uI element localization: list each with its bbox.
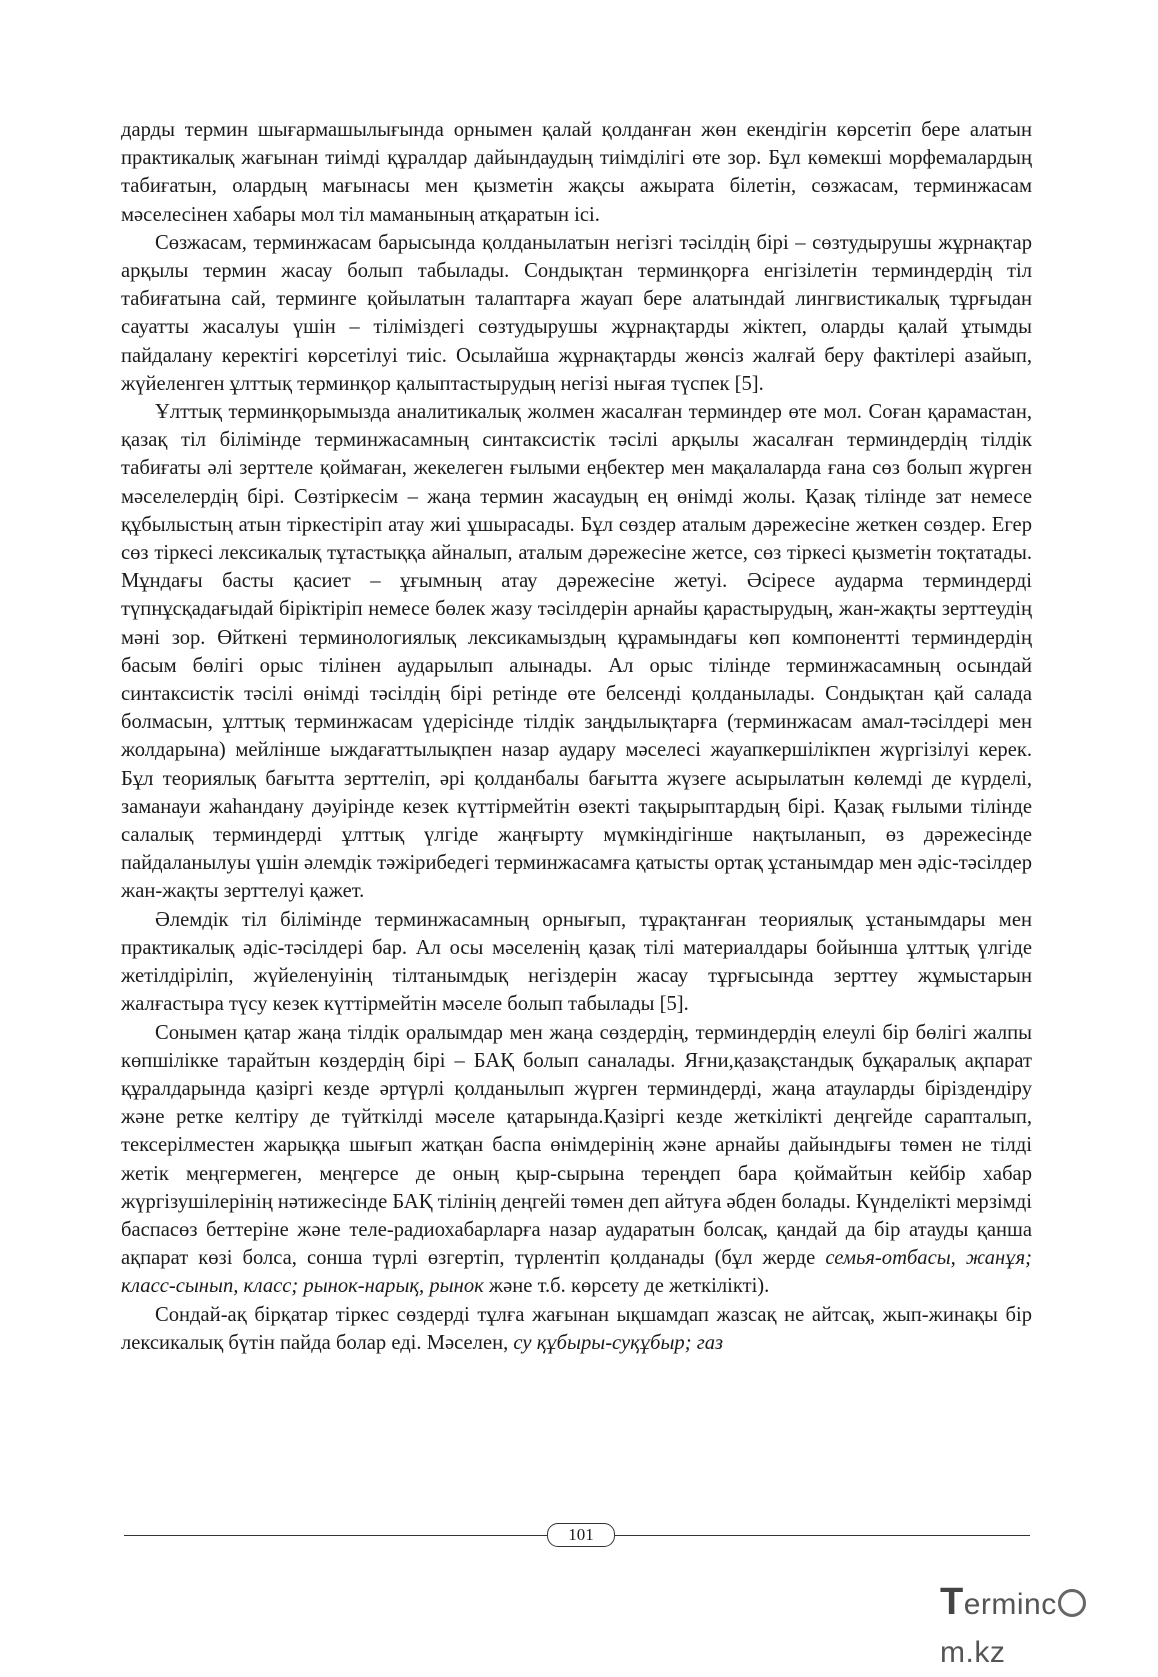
paragraph-5 [121, 1019, 1032, 1301]
watermark-o-icon [1058, 1589, 1086, 1617]
page-number: 101 [547, 1523, 615, 1547]
paragraph-5-italic-examples: семья-отбасы, жанұя; класс-сынып, класс; рынок-нарық, рынок [121, 1247, 1033, 1298]
paragraph-1: дарды термин шығармашылығында орнымен қалай қолданған жөн екендігін көрсетіп бере алатын практикалық жағынан тиімді құралдар дайындаудың тиімділігі өте зор. Бұл көмекші морфемалардың табиғатын, олардың мағынасы мен қызметін жақсы ажырата білетін, сөзжасам, терминжасам мәселесінен хабары мол тіл маманының атқаратын ісі. [121, 119, 1032, 226]
watermark-domain: m.kz [940, 1636, 1006, 1669]
paragraph-6 [121, 1301, 1032, 1357]
watermark-letter-t: T [940, 1581, 964, 1623]
paragraph-5-text: Сонымен қатар жаңа тілдік оралымдар мен жаңа сөздердің, терминдердің елеулі бір бөлігі жалпы көпшілікке тарайтын көздердің бірі – БАҚ болып саналады. Яғни,қазақстандық бұқаралық ақпарат құралдарында қазіргі кезде әртүрлі қолданылып жүрген терминдерді, жаңа атауларды біріздендіру және ретке келтіру де түйткілді мәселе қатарында.Қазіргі кезде жеткілікті деңгейде сарапталып, тексерілместен жарыққа шығып жатқан баспа өнімдерінің және арнайы дайындығы төмен не тілді жетік меңгермеген, меңгерсе де оның қыр-сырына тереңдеп бара қоймайтын кейбір хабар жүргізушілерінің нәтижесінде БАҚ тілінің деңгейі төмен деп айтуға әбден болады. Күнделікті мерзімді баспасөз беттеріне және теле-радиохабарларға назар аударатын болсақ, қандай да бір атауды қанша ақпарат көзі болса, сонша түрлі өзгертіп, түрлентіп қолданады (бұл жерде [121, 1021, 1033, 1270]
watermark-text: erminc [963, 1588, 1057, 1621]
termincom-watermark-logo [940, 1578, 1152, 1669]
article-body [121, 116, 1032, 1357]
paragraph-4: Әлемдік тіл білімінде терминжасамның орнығып, тұрақтанған теориялық ұстанымдары мен практикалық әдіс-тәсілдері бар. Ал осы мәселенің қазақ тілі материалдары бойынша ұлттық үлгіде жетілдіріліп, жүйеленуінің тілтанымдық негіздерін жасау тұрғысында зерттеу жұмыстарын жалғастыра түсу кезек күттірмейтін мәселе болып табылады [5]. [121, 908, 1032, 1016]
paragraph-2: Сөзжасам, терминжасам барысында қолданылатын негізгі тәсілдің бірі – сөзтудырушы жұрнақтар арқылы термин жасау болып табылады. Сондықтан терминқорға енгізілетін терминдердің тіл табиғатына сай, терминге қойылатын талаптарға жауап бере алатындай лингвистикалық тұрғыдан сауатты жасалуы үшін – тіліміздегі сөзтудырушы жұрнақтарды жіктеп, оларды қалай ұтымды пайдалану керектігі көрсетілуі тиіс. Осылайша жұрнақтарды жөнсіз жалғай беру фактілері азайып, жүйеленген ұлттық терминқор қалыптастырудың негізі нығая түспек [5]. [121, 231, 1032, 395]
paragraph-6-italic-examples: су құбыры-суқұбыр; газ [513, 1331, 724, 1354]
paragraph-5-text-end: және т.б. көрсету де жеткілікті). [483, 1275, 770, 1298]
paragraph-6-text: Сондай-ақ бірқатар тіркес сөздерді тұлға жағынан ықшамдап жазсақ не айтсақ, жып-жинақы бір лексикалық бүтін пайда болар еді. Мәселен, [121, 1303, 1032, 1354]
paragraph-3: Ұлттық терминқорымызда аналитикалық жолмен жасалған терминдер өте мол. Соған қарамастан, қазақ тіл білімінде терминжасамның синтаксистік тәсілі арқылы жасалған терминдердің тілдік табиғаты әлі зерттеле қоймаған, жекелеген ғылыми еңбектер мен мақалаларда ғана сөз болып жүрген мәселелердің бірі. Сөзтіркесім – жаңа термин жасаудың ең өнімді жолы. Қазақ тілінде зат немесе құбылыстың атын тіркестіріп атау жиі ұшырасады. Бұл сөздер аталым дәрежесіне жеткен сөздер. Егер сөз тіркесі лексикалық тұтастыққа айналып, аталым дәрежесіне жетсе, сөз тіркесі қызметін тоқтатады. Мұндағы басты қасиет – ұғымның атау дәрежесіне жетуі. Әсіресе аударма терминдерді түпнұсқадағыдай біріктіріп немесе бөлек жазу тәсілдерін арнайы қарастырудың, жан-жақты зерттеудің мәні зор. Өйткені терминологиялық лексикамыздың құрамындағы көп компонентті терминдердің басым бөлігі орыс тілінен аударылып алынады. Ал орыс тілінде терминжасамның осындай синтаксистік тәсілі өнімді тәсілдің бірі ретінде өте белсенді қолданылады. Сондықтан қай салада болмасын, ұлттық терминжасам үдерісінде тілдік заңдылықтарға (терминжасам амал-тәсілдері мен жолдарына) мейлінше ыждағаттылықпен назар аудару мәселесі жауапкершілікпен жүргізілуі керек. Бұл теориялық бағытта зерттеліп, әрі қолданбалы бағытта жүзеге асырылатын көлемді де күрделі, заманауи жаһандану дәуірінде кезек күттірмейтін өзекті тақырыптардың бірі. Қазақ ғылыми тілінде салалық терминдерді ұлттық үлгіде жаңғырту мүмкіндігінше нақтыланып, өз дәрежесінде пайдаланылуы үшін әлемдік тәжірибедегі терминжасамға қатысты ортақ ұстанымдар мен әдіс-тәсілдер жан-жақты зерттелуі қажет. [121, 401, 1032, 903]
